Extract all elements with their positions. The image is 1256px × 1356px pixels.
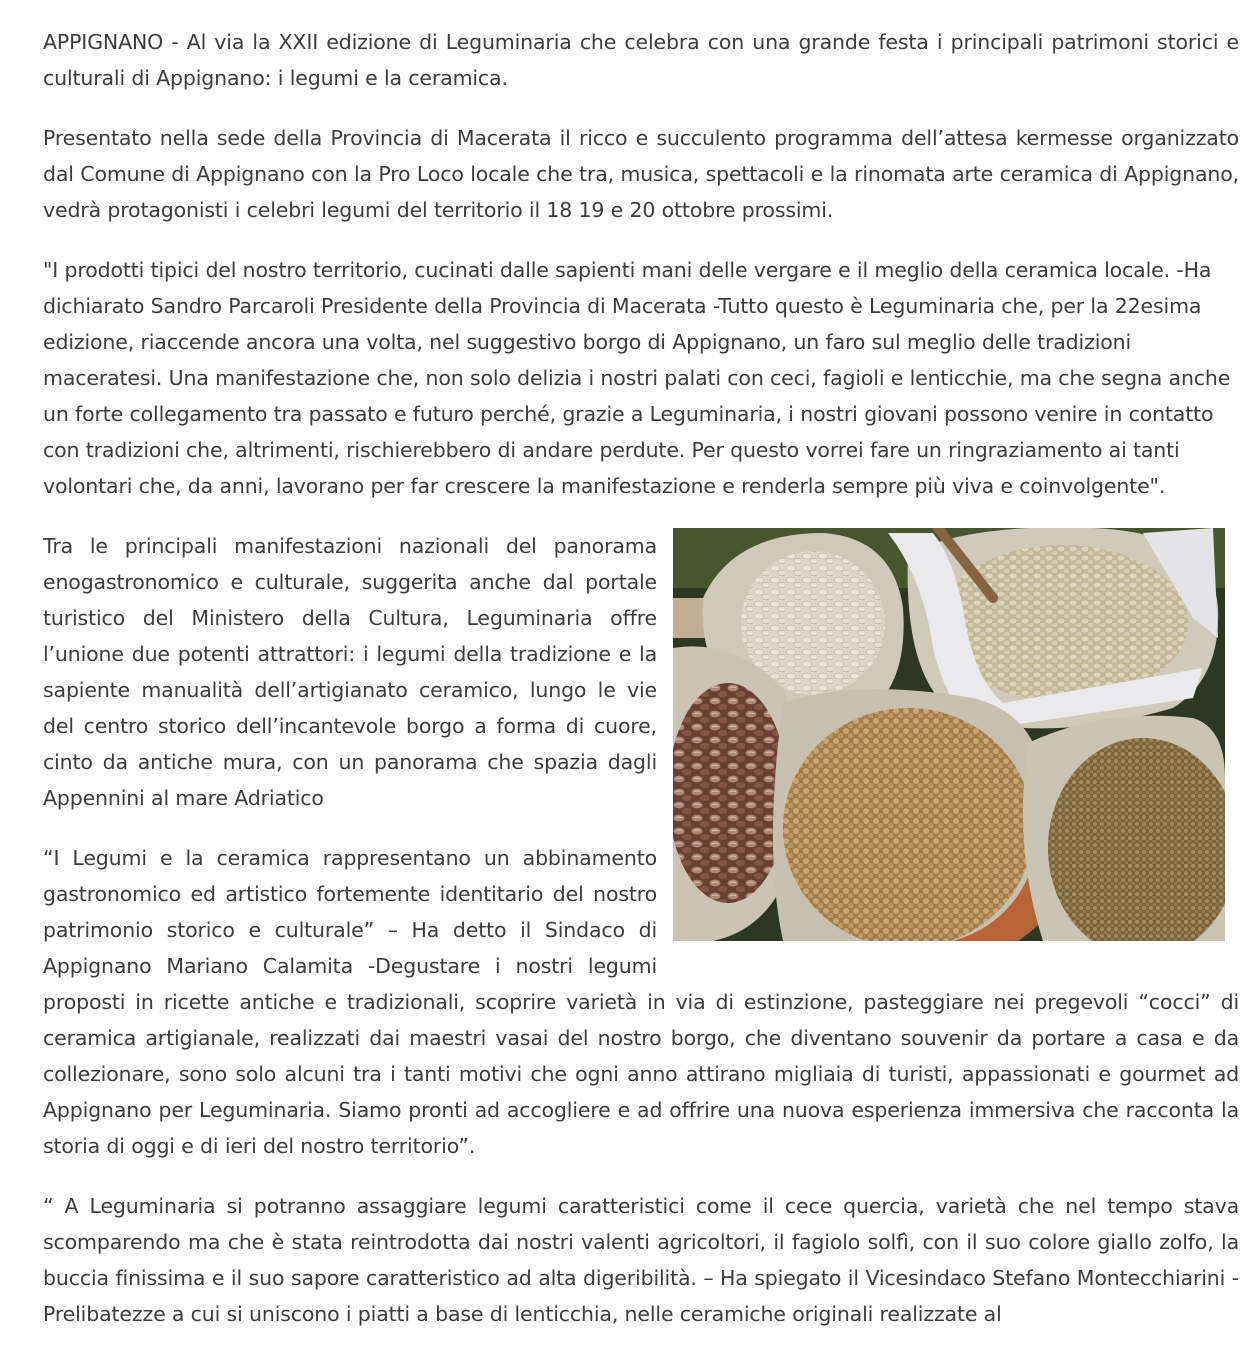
article-body — [43, 24, 1239, 1356]
article-paragraph-quote-president: "I prodotti tipici del nostro territorio, cucinati dalle sapienti mani delle vergare e il meglio della ceramica locale. -Ha dichiarato Sandro Parcaroli Presidente della Provincia di Macerata -Tutto questo è Leguminaria che, per la 22esima edizione, riaccende ancora una volta, nel suggestivo borgo di Appignano, un faro sul meglio delle tradizioni maceratesi. Una manifestazione che, non solo delizia i nostri palati con ceci, fagioli e lenticchie, ma che segna anche un forte collegamento tra passato e futuro perché, grazie a Leguminaria, i nostri giovani possono venire in contatto con tradizioni che, altrimenti, rischierebbero di andare perdute. Per questo vorrei fare un ringraziamento ai tanti volontari che, da anni, lavorano per far crescere la manifestazione e renderla sempre più viva e coinvolgente". — [43, 258, 1231, 498]
article-paragraph-quote-vicemayor: “ A Leguminaria si potranno assaggiare legumi caratteristici come il cece quercia, varietà che nel tempo stava scomparendo ma che è stata reintrodotta dai nostri valenti agricoltori, il fagiolo solfì, con il suo colore giallo zolfo, la buccia finissima e il suo sapore caratteristico ad alta digeribilità. – Ha spiegato il Vicesindaco Stefano Montecchiarini - Prelibatezze a cui si uniscono i piatti a base di lenticchia, nelle ceramiche originali realizzate al — [43, 1194, 1239, 1326]
legumes-photo — [673, 528, 1225, 941]
article-paragraph-quote-mayor: “I Legumi e la ceramica rappresentano un abbinamento gastronomico ed artistico fortemente identitario del nostro patrimonio storico e culturale” – Ha detto il Sindaco di Appignano Mariano Calamita -Degustare i nostri legumi proposti in ricette antiche e tradizionali, scoprire varietà in via di estinzione, pasteggiare nei pregevoli “cocci” di ceramica artigianale, realizzati dai maestri vasai del nostro borgo, che diventano souvenir da portare a casa e da collezionare, sono solo alcuni tra i tanti motivi che ogni anno attirano migliaia di turisti, appassionati e gourmet ad Appignano per Leguminaria. Siamo pronti ad accogliere e ad offrire una nuova esperienza immersiva che racconta la storia di oggi e di ieri del nostro territorio”. — [43, 846, 1239, 1158]
article-paragraph-festival: Tra le principali manifestazioni nazionali del panorama enogastronomico e culturale, suggerita anche dal portale turistico del Ministero della Cultura, Leguminaria offre l’unione due potenti attrattori: i legumi della tradizione e la sapiente manualità dell’artigianato ceramico, lungo le vie del centro storico dell’incantevole borgo a forma di cuore, cinto da antiche mura, con un panorama che spazia dagli Appennini al mare Adriatico — [43, 534, 657, 810]
article-paragraph-intro: APPIGNANO - Al via la XXII edizione di Leguminaria che celebra con una grande festa i principali patrimoni storici e culturali di Appignano: i legumi e la ceramica. — [43, 30, 1239, 90]
article-paragraph-program: Presentato nella sede della Provincia di Macerata il ricco e succulento programma dell’attesa kermesse organizzato dal Comune di Appignano con la Pro Loco locale che tra, musica, spettacoli e la rinomata arte ceramica di Appignano, vedrà protagonisti i celebri legumi del territorio il 18 19 e 20 ottobre prossimi. — [43, 126, 1239, 222]
